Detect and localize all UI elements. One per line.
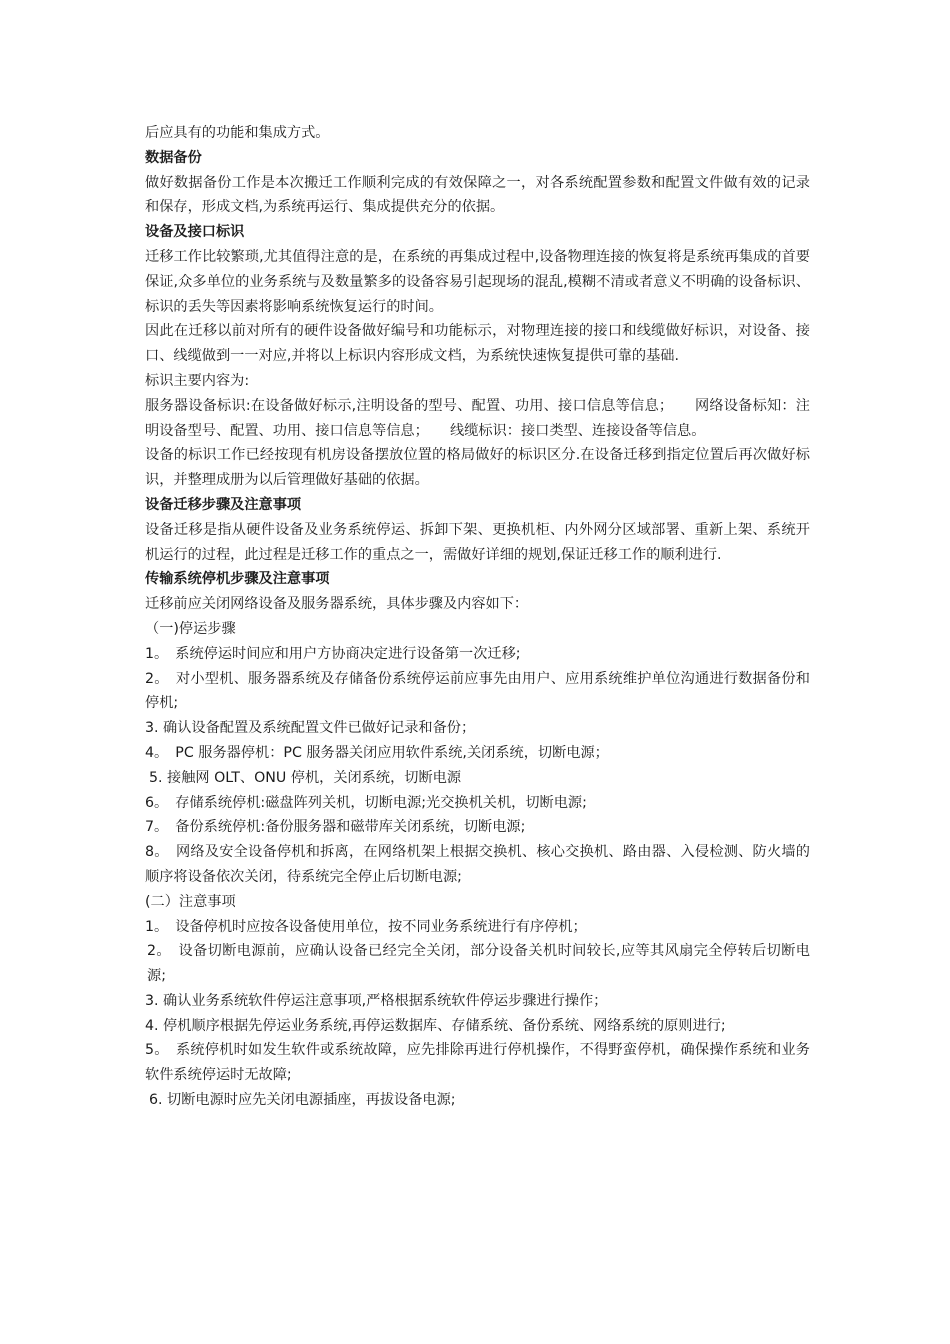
- paragraph: 设备迁移是指从硬件设备及业务系统停运、拆卸下架、更换机柜、内外网分区域部署、重新上架、系统开机运行的过程，此过程是迁移工作的重点之一，需做好详细的规划,保证迁移工作的顺利进行.: [145, 521, 810, 563]
- list-item: 7。 备份系统停机:备份服务器和磁带库关闭系统，切断电源;: [145, 819, 526, 836]
- list-item: 4。 PC 服务器停机：PC 服务器关闭应用软件系统,关闭系统，切断电源；: [145, 744, 609, 761]
- paragraph: 设备的标识工作已经按现有机房设备摆放位置的格局做好的标识区分.在设备迁移到指定位置后再次做好标识，并整理成册为以后管理做好基础的依据。: [145, 447, 810, 489]
- document-page: [145, 121, 810, 1113]
- paragraph: 服务器设备标识:在设备做好标示,注明设备的型号、配置、功用、接口信息等信息； 网络设备标知：注明设备型号、配置、功用、接口信息等信息； 线缆标识：接口类型、连接设备等信息。: [145, 397, 810, 439]
- list-item: 3. 确认设备配置及系统配置文件已做好记录和备份；: [145, 720, 476, 737]
- list-item: 2。 对小型机、服务器系统及存储备份系统停运前应事先由用户、应用系统维护单位沟通进行数据备份和停机;: [145, 670, 810, 712]
- list-item: 2。 设备切断电源前，应确认设备已经完全关闭，部分设备关机时间较长,应等其风扇完全停转后切断电源;: [147, 943, 810, 985]
- paragraph: 后应具有的功能和集成方式。: [145, 125, 330, 141]
- paragraph: 迁移工作比较繁琐,尤其值得注意的是，在系统的再集成过程中,设备物理连接的恢复将是系统再集成的首要保证,众多单位的业务系统与及数量繁多的设备容易引起现场的混乱,模糊不清或者意义不明确的设备标识、标识的丢失等因素将影响系统恢复运行的时间。: [145, 248, 810, 315]
- paragraph: 做好数据备份工作是本次搬迁工作顺利完成的有效保障之一，对各系统配置参数和配置文件做有效的记录和保存，形成文档,为系统再运行、集成提供充分的依据。: [145, 174, 810, 216]
- section-heading-migration-steps: 设备迁移步骤及注意事项: [145, 496, 302, 513]
- section-heading-data-backup: 数据备份: [145, 149, 202, 166]
- paragraph: 标识主要内容为:: [145, 372, 250, 389]
- list-item: 1。 设备停机时应按各设备使用单位，按不同业务系统进行有序停机；: [145, 918, 587, 935]
- section-heading-shutdown-steps: 传输系统停机步骤及注意事项: [145, 571, 330, 588]
- paragraph: 迁移前应关闭网络设备及服务器系统，具体步骤及内容如下：: [145, 596, 529, 613]
- section-heading-device-labeling: 设备及接口标识: [145, 224, 245, 241]
- list-item: 1。 系统停运时间应和用户方协商决定进行设备第一次迁移;: [145, 645, 521, 662]
- subsection-heading-notes: (二）注意事项: [145, 893, 236, 910]
- list-item: 4. 停机顺序根据先停运业务系统,再停运数据库、存储系统、备份系统、网络系统的原则进行;: [145, 1017, 726, 1034]
- list-item: 5。 系统停机时如发生软件或系统故障，应先排除再进行停机操作，不得野蛮停机，确保操作系统和业务软件系统停运时无故障;: [145, 1042, 810, 1084]
- paragraph: 因此在迁移以前对所有的硬件设备做好编号和功能标示，对物理连接的接口和线缆做好标识，对设备、接口、线缆做到一一对应,并将以上标识内容形成文档，为系统快速恢复提供可靠的基础.: [145, 323, 810, 365]
- list-item: 8。 网络及安全设备停机和拆离，在网络机架上根据交换机、核心交换机、路由器、入侵检测、防火墙的顺序将设备依次关闭，待系统完全停止后切断电源;: [145, 844, 810, 885]
- list-item: 3. 确认业务系统软件停运注意事项,严格根据系统软件停运步骤进行操作；: [145, 992, 608, 1009]
- list-item: 6。 存储系统停机:磁盘阵列关机，切断电源;光交换机关机，切断电源;: [145, 794, 587, 811]
- list-item: 5. 接触网 OLT、ONU 停机，关闭系统，切断电源: [149, 769, 462, 786]
- list-item: 6. 切断电源时应先关闭电源插座，再拔设备电源;: [149, 1092, 456, 1109]
- subsection-heading-shutdown: （一)停运步骤: [145, 620, 236, 637]
